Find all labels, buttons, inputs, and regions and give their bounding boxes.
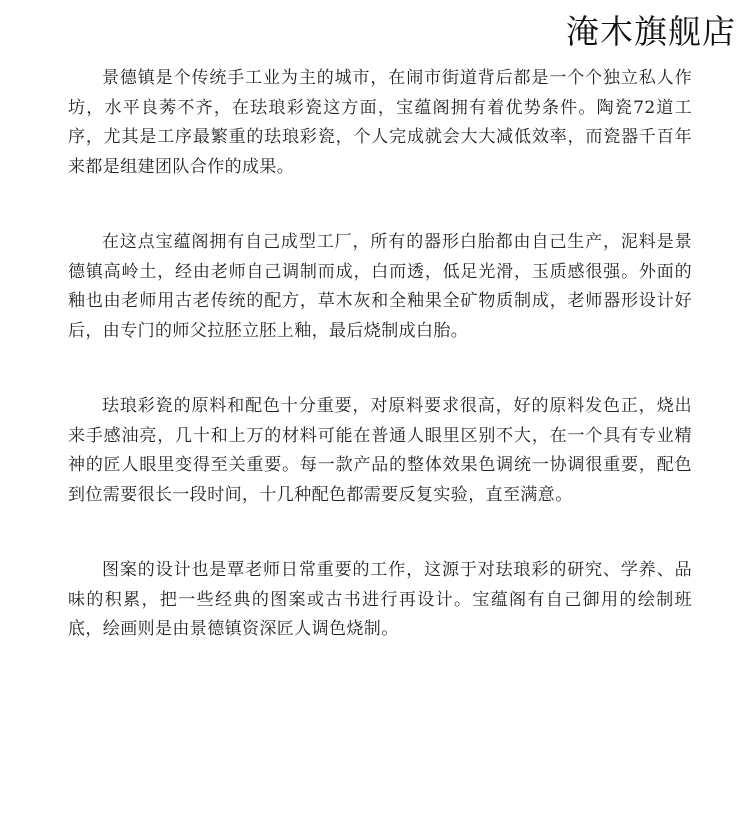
paragraph-factory: 在这点宝蕴阁拥有自己成型工厂，所有的器形白胎都由自己生产，泥料是景德镇高岭土，经由老师自己调制而成，白而透，低足光滑，玉质感很强。外面的釉也由老师用古老传统的配方，草木灰和全釉果全矿物质制成，老师器形设计好后，由专门的师父拉胚立胚上釉，最后烧制成白胎。: [68, 232, 692, 341]
paragraph-materials: 珐琅彩瓷的原料和配色十分重要，对原料要求很高，好的原料发色正，烧出来手感油亮，几十和上万的材料可能在普通人眼里区别不大，在一个具有专业精神的匠人眼里变得至关重要。每一款产品的整体效果色调统一协调很重要，配色到位需要很长一段时间，十几种配色都需要反复实验，直至满意。: [68, 396, 692, 505]
store-watermark: 淹木旗舰店: [566, 12, 736, 51]
paragraph-intro: 景德镇是个传统手工业为主的城市，在闹市街道背后都是一个个独立私人作坊，水平良莠不齐，在珐琅彩瓷这方面，宝蕴阁拥有着优势条件。陶瓷72道工序，尤其是工序最繁重的珐琅彩瓷，个人完成就会大大减低效率，而瓷器千百年来都是组建团队合作的成果。: [68, 68, 692, 177]
article-body: [68, 64, 692, 691]
paragraph-design: 图案的设计也是覃老师日常重要的工作，这源于对珐琅彩的研究、学养、品味的积累，把一些经典的图案或古书进行再设计。宝蕴阁有自己御用的绘制班底，绘画则是由景德镇资深匠人调色烧制。: [68, 560, 692, 639]
